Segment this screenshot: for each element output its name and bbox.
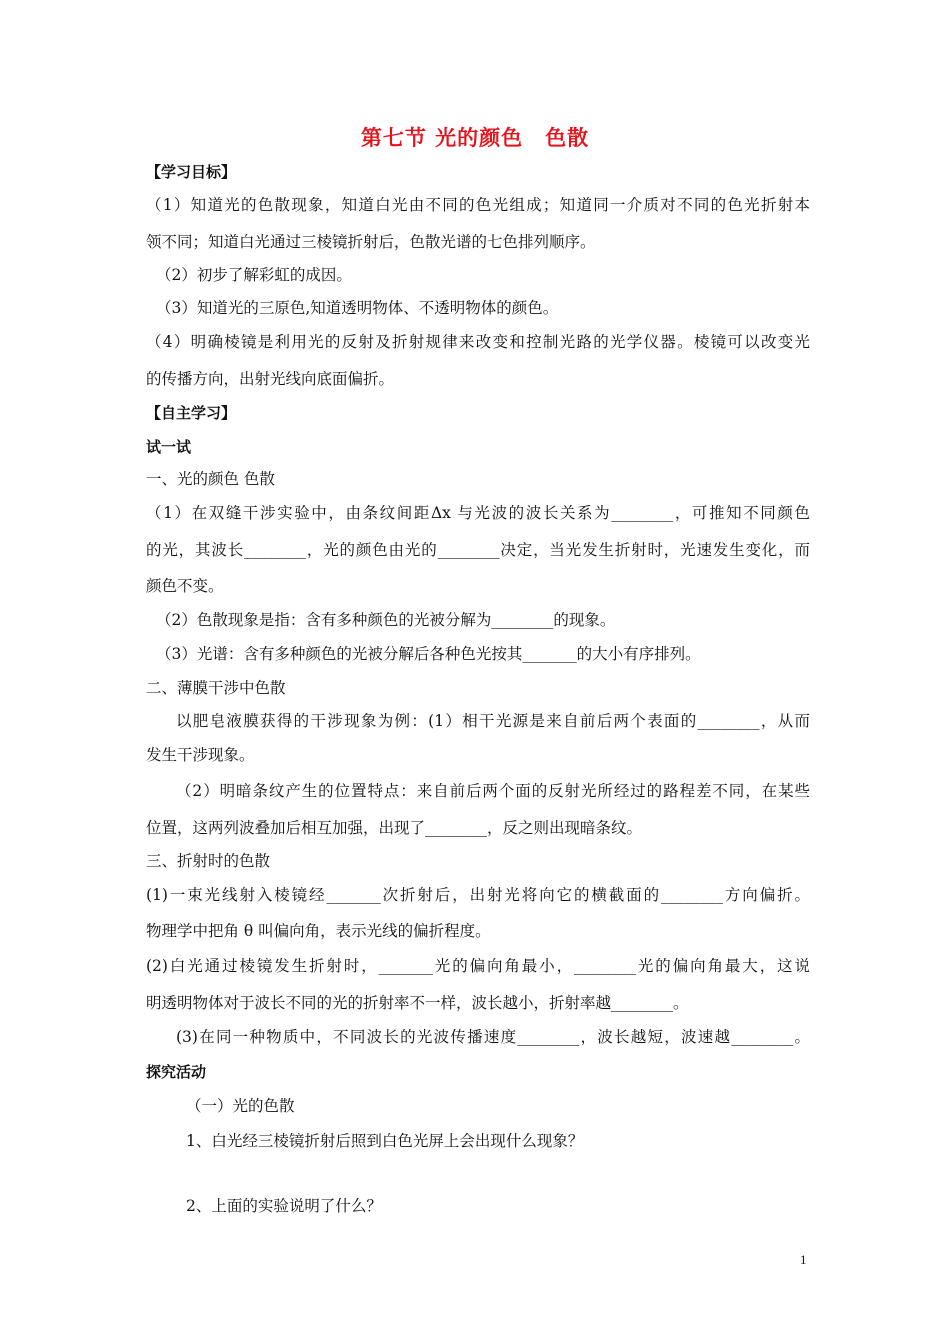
try-header: 试一试: [146, 438, 192, 456]
part-2-item-2-line-1: （2）明暗条纹产生的位置特点：来自前后两个面的反射光所经过的路程差不同，在某些: [176, 782, 810, 800]
part-3-item-1-line-2: 物理学中把角 θ 叫偏向角，表示光线的偏折程度。: [146, 922, 491, 940]
explore-header: 探究活动: [146, 1063, 207, 1081]
question-2: 2、上面的实验说明了什么？: [186, 1197, 382, 1215]
part-3-item-2-line-2: 明透明物体对于波长不同的光的折射率不一样，波长越小，折射率越________。: [146, 994, 689, 1012]
part-3-item-2-line-1: (2)白光通过棱镜发生折射时，_______光的偏向角最小，________光的偏向角最大，这说: [146, 957, 810, 975]
part-3-item-1-line-1: (1)一束光线射入棱镜经_______次折射后，出射光将向它的横截面的________方向偏折。: [146, 886, 810, 904]
goal-1-line-2: 领不同；知道白光通过三棱镜折射后，色散光谱的七色排列顺序。: [146, 233, 596, 251]
part-3-header: 三、折射时的色散: [146, 852, 271, 870]
goal-2: （2）初步了解彩虹的成因。: [156, 266, 352, 284]
part-1-item-1-line-3: 颜色不变。: [146, 577, 224, 595]
part-1-item-1-line-1: （1）在双缝干涉实验中，由条纹间距Δx 与光波的波长关系为________，可推知不同颜色: [146, 504, 810, 522]
goal-3: （3）知道光的三原色,知道透明物体、不透明物体的颜色。: [156, 299, 559, 317]
self-study-header: 【自主学习】: [146, 404, 237, 422]
page-title: 第七节 光的颜色 色散: [360, 126, 590, 150]
part-2-item-1-line-2: 发生干涉现象。: [146, 746, 255, 764]
part-1-header: 一、光的颜色 色散: [146, 470, 275, 488]
goal-4-line-2: 的传播方向，出射光线向底面偏折。: [146, 370, 395, 388]
goals-header: 【学习目标】: [146, 163, 237, 181]
goal-4-line-1: （4）明确棱镜是利用光的反射及折射规律来改变和控制光路的光学仪器。棱镜可以改变光: [146, 333, 810, 351]
part-1-item-1-line-2: 的光，其波长________，光的颜色由光的________决定，当光发生折射时，光速发生变化，而: [146, 541, 810, 559]
page-number: 1: [800, 1252, 807, 1267]
part-2-item-1-line-1: 以肥皂液膜获得的干涉现象为例：(1）相干光源是来自前后两个表面的________，从而: [176, 712, 810, 730]
part-1-item-2: （2）色散现象是指：含有多种颜色的光被分解为________的现象。: [156, 611, 616, 629]
explore-subheader: （一）光的色散: [186, 1097, 295, 1115]
question-1: 1、白光经三棱镜折射后照到白色光屏上会出现什么现象？: [186, 1132, 584, 1150]
goal-1-line-1: （1）知道光的色散现象，知道白光由不同的色光组成；知道同一介质对不同的色光折射本: [146, 196, 810, 214]
part-3-item-3: (3)在同一种物质中，不同波长的光波传播速度________，波长越短，波速越________。: [176, 1028, 810, 1046]
part-2-header: 二、薄膜干涉中色散: [146, 679, 286, 697]
part-1-item-3: （3）光谱：含有多种颜色的光被分解后各种色光按其_______的大小有序排列。: [156, 645, 701, 663]
part-2-item-2-line-2: 位置，这两列波叠加后相互加强，出现了________，反之则出现暗条纹。: [146, 819, 643, 837]
